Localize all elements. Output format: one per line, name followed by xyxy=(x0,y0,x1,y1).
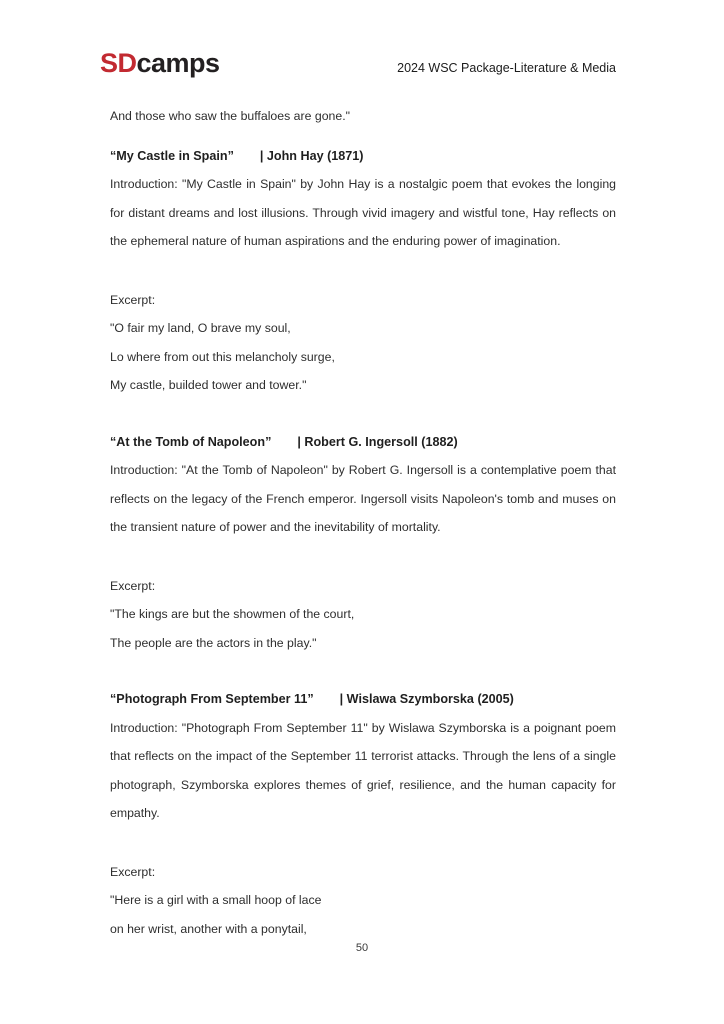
poem-excerpt-line: My castle, builded tower and tower." xyxy=(110,378,307,392)
poem-title-quote: “My Castle in Spain” xyxy=(110,148,234,163)
poem-title xyxy=(110,142,616,171)
poem-excerpt-line: "Here is a girl with a small hoop of lace xyxy=(110,893,322,907)
carryover-poem-line: And those who saw the buffaloes are gone." xyxy=(110,109,350,123)
poem-author: | John Hay (1871) xyxy=(259,148,364,163)
poem-title-quote: “At the Tomb of Napoleon” xyxy=(110,434,272,449)
poem-title xyxy=(110,685,616,714)
poem-introduction: Introduction: "My Castle in Spain" by John Hay is a nostalgic poem that evokes the longing for distant dreams and lost illusions. Through vivid imagery and wistful tone, Hay reflects on the ephemeral nature of human aspirations and the enduring power of imagination. xyxy=(110,177,616,248)
logo-text-red: SD xyxy=(100,48,137,78)
excerpt-label: Excerpt: xyxy=(110,578,156,593)
excerpt-label: Excerpt: xyxy=(110,864,156,879)
poem-title-quote: “Photograph From September 11” xyxy=(110,692,314,706)
page-content xyxy=(0,102,724,943)
poem-section xyxy=(110,685,616,943)
logo-text-dark: camps xyxy=(136,48,220,78)
document-title: 2024 WSC Package-Literature & Media xyxy=(397,61,616,75)
poem-introduction: Introduction: "Photograph From September 11" by Wislawa Szymborska is a poignant poem that reflects on the impact of the September 11 terrorist attacks. Through the lens of a single photograph, Szymborska explores themes of grief, resilience, and the human capacity for empathy. xyxy=(110,720,616,820)
poem-author: | Wislawa Szymborska (2005) xyxy=(339,692,514,706)
poem-author: | Robert G. Ingersoll (1882) xyxy=(297,434,458,449)
poem-introduction: Introduction: "At the Tomb of Napoleon" by Robert G. Ingersoll is a contemplative poem that reflects on the legacy of the French emperor. Ingersoll visits Napoleon's tomb and muses on the transient nature of power and the inevitability of mortality. xyxy=(110,463,616,534)
poem-excerpt-line: The people are the actors in the play." xyxy=(110,635,317,650)
poem-excerpt-line: Lo where from out this melancholy surge, xyxy=(110,349,335,364)
poem-excerpt-line: on her wrist, another with a ponytail, xyxy=(110,921,307,936)
poem-section xyxy=(110,142,616,400)
poem-excerpt-line: "O fair my land, O brave my soul, xyxy=(110,321,291,335)
excerpt-label: Excerpt: xyxy=(110,292,156,307)
poem-title xyxy=(110,428,616,457)
poem-excerpt-line: "The kings are but the showmen of the court, xyxy=(110,607,355,621)
poem-section xyxy=(110,428,616,658)
page-number: 50 xyxy=(355,942,369,954)
page-header xyxy=(0,0,724,77)
sdcamps-logo xyxy=(100,50,220,77)
